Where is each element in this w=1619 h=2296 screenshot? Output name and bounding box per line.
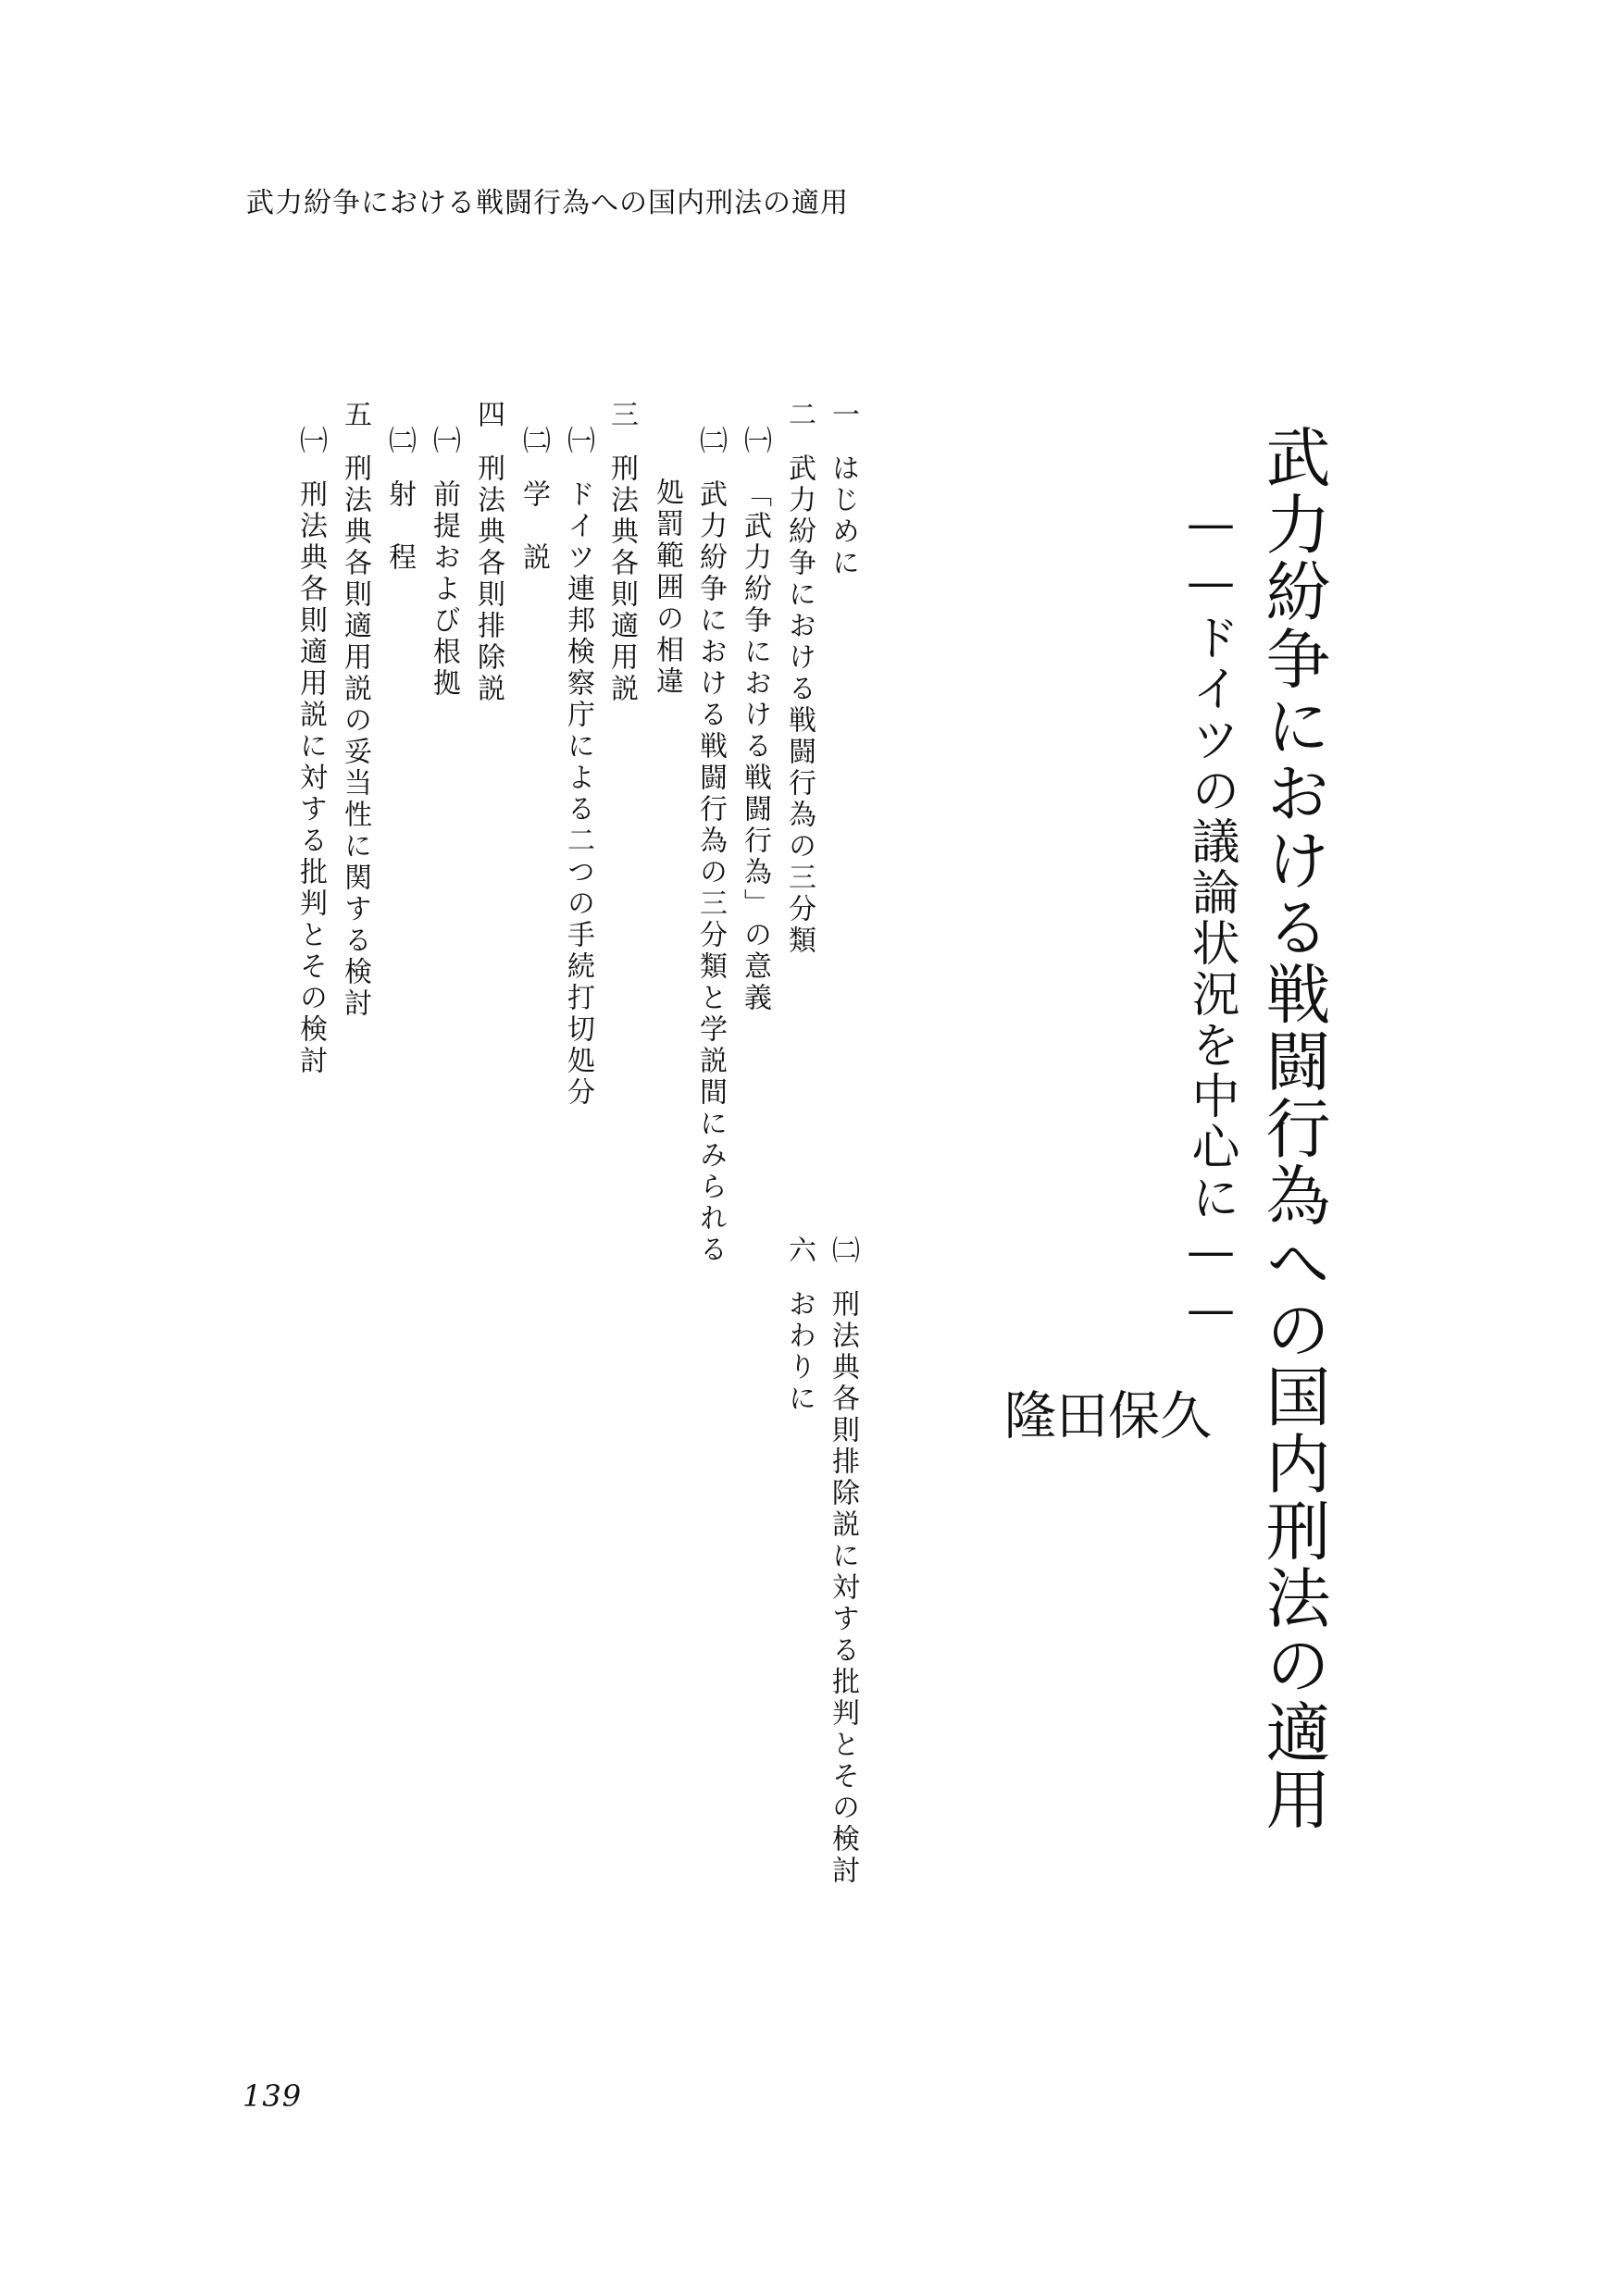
toc-item-4 <box>474 400 502 705</box>
toc-item-4-1 <box>428 426 460 700</box>
author-char-4: 隆 <box>996 1388 1056 1440</box>
toc-number: 二 <box>783 400 816 431</box>
toc-label: ドイツ連邦検察庁による二つの手続打切処分 <box>562 479 594 1109</box>
toc-label: 刑法典各則排除説に対する批判とその検討 <box>827 1289 859 1887</box>
toc-label: 刑法典各則排除説 <box>472 453 504 705</box>
article-title: 武力紛争における戦闘行為への国内刑法の適用 <box>1255 424 1331 1833</box>
toc-item-2-2-continued <box>651 478 683 698</box>
toc-item-3-1 <box>564 426 592 1109</box>
toc-number: 三 <box>605 400 638 431</box>
toc-item-6 <box>783 1235 816 1415</box>
toc-label: 学 説 <box>517 479 550 574</box>
author-char-3: 田 <box>1048 1388 1108 1440</box>
toc-item-5 <box>339 400 371 1020</box>
toc-number: ㈡ <box>827 1235 859 1267</box>
toc-number: 六 <box>783 1235 816 1267</box>
page-number: 139 <box>243 2079 303 2114</box>
toc-number: ㈡ <box>694 426 727 457</box>
author-name <box>996 1388 1212 1639</box>
toc-label: はじめに <box>827 453 859 579</box>
toc-label: 武力紛争における戦闘行為の三分類と学説間にみられる <box>694 479 727 1266</box>
toc-label: 武力紛争における戦闘行為の三分類 <box>783 453 816 957</box>
toc-number: ㈡ <box>383 426 416 457</box>
running-header: 武力紛争における戦闘行為への国内刑法の適用 <box>246 187 849 219</box>
toc-number: ㈠ <box>428 426 460 457</box>
toc-item-3-2 <box>517 426 550 574</box>
toc-label: 処罰範囲の相違 <box>651 478 683 698</box>
toc-item-4-2 <box>383 426 416 574</box>
toc-item-2-2 <box>694 426 727 1266</box>
toc-item-5-1 <box>294 426 327 1077</box>
toc-label: おわりに <box>783 1289 816 1415</box>
author-char-2: 保 <box>1100 1388 1160 1440</box>
article-subtitle: ——ドイツの議論状況を中心に—— <box>1183 496 1239 1340</box>
toc-number: 四 <box>472 400 504 431</box>
toc-label: 刑法典各則適用説 <box>605 453 638 705</box>
toc-item-2-1 <box>739 426 771 1014</box>
toc-number: ㈠ <box>739 426 771 457</box>
toc-item-5-2 <box>827 1235 859 1887</box>
toc-item-2 <box>783 400 816 957</box>
toc-item-1 <box>827 400 859 579</box>
toc-label: 前提および根拠 <box>428 479 460 700</box>
author-char-1: 久 <box>1152 1388 1212 1440</box>
toc-item-3 <box>605 400 638 705</box>
toc-label: 刑法典各則適用説に対する批判とその検討 <box>294 479 327 1077</box>
toc-number: ㈡ <box>517 426 550 457</box>
toc-number: 五 <box>339 400 371 431</box>
toc-label: 射 程 <box>383 479 416 574</box>
toc-label: 刑法典各則適用説の妥当性に関する検討 <box>339 453 371 1020</box>
toc-label: 「武力紛争における戦闘行為」の意義 <box>739 479 771 1014</box>
toc-number: ㈠ <box>562 426 594 457</box>
toc-number: ㈠ <box>294 426 327 457</box>
toc-number: 一 <box>827 400 859 431</box>
